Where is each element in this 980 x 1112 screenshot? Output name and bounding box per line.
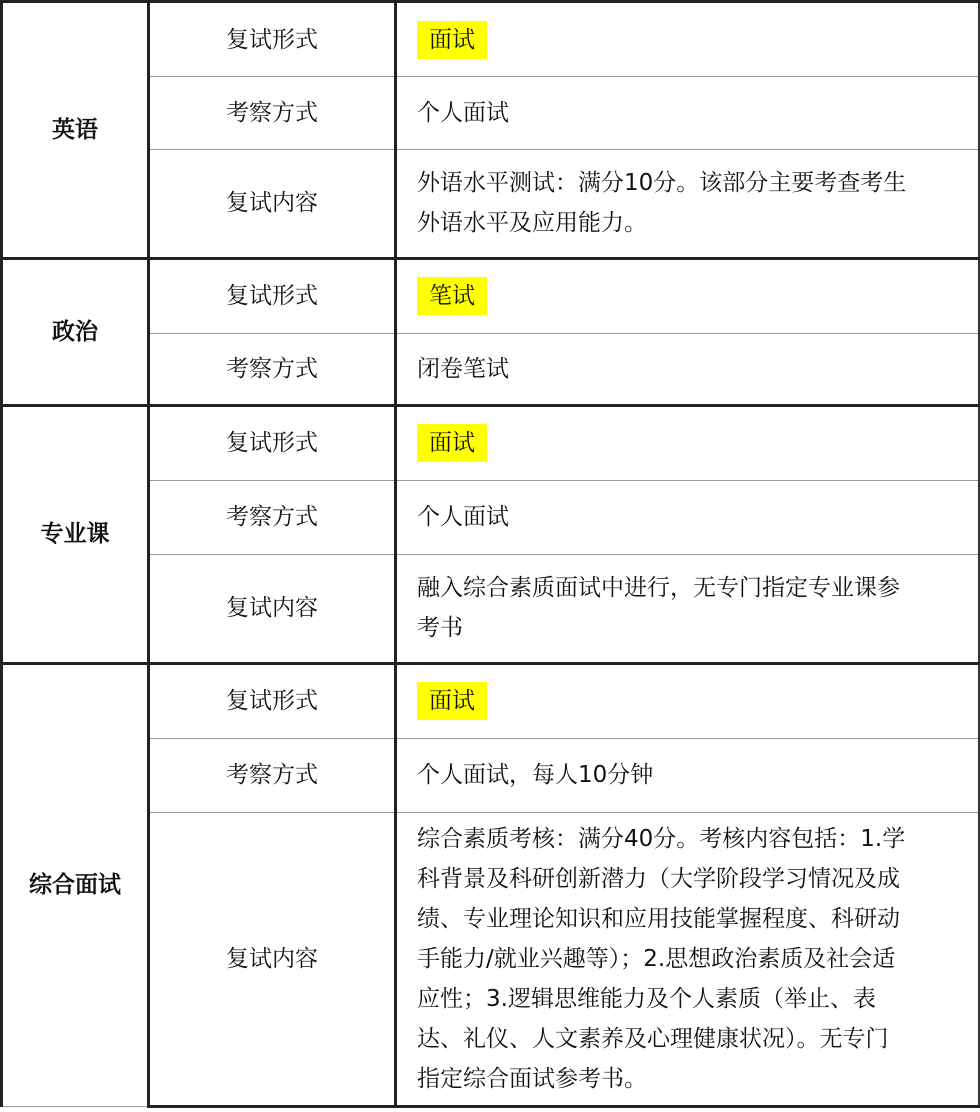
text-line: 绩、专业理论知识和应用技能掌握程度、科研动 xyxy=(417,905,900,932)
text-line: 综合素质考核：满分40分。考核内容包括：1.学 xyxy=(417,825,906,852)
table-row xyxy=(2,150,980,259)
category-cell-comprehensive: 综合面试 xyxy=(2,663,149,1106)
text-line: 应性；3.逻辑思维能力及个人素质（举止、表 xyxy=(417,985,876,1012)
text-line: 考书 xyxy=(417,615,463,642)
value-cell: 个人面试 xyxy=(396,480,980,554)
category-cell-major: 专业课 xyxy=(2,405,149,663)
text-line: 指定综合面试参考书。 xyxy=(417,1065,647,1092)
value-cell: 个人面试 xyxy=(396,77,980,150)
category-cell-english: 英语 xyxy=(2,2,149,259)
table-row xyxy=(2,554,980,663)
text-line: 外语水平及应用能力。 xyxy=(417,210,647,237)
label-cell: 复试形式 xyxy=(149,258,396,333)
table-row xyxy=(2,77,980,150)
table-row xyxy=(2,405,980,480)
label-cell: 复试形式 xyxy=(149,663,396,738)
value-cell xyxy=(396,663,980,738)
label-cell: 复试内容 xyxy=(149,150,396,259)
table-row xyxy=(2,258,980,333)
label-cell: 考察方式 xyxy=(149,333,396,405)
table-row xyxy=(2,480,980,554)
text-line: 科背景及科研创新潜力（大学阶段学习情况及成 xyxy=(417,865,900,892)
text-line: 融入综合素质面试中进行，无专门指定专业课参 xyxy=(417,575,900,602)
table-row xyxy=(2,2,980,77)
highlighted-value: 面试 xyxy=(417,682,487,720)
text-line: 达、礼仪、人文素养及心理健康状况）。无专门 xyxy=(417,1025,889,1052)
label-cell: 复试形式 xyxy=(149,2,396,77)
text-line: 外语水平测试：满分10分。该部分主要考查考生 xyxy=(417,170,907,197)
label-cell: 复试内容 xyxy=(149,554,396,663)
table-row xyxy=(2,812,980,1106)
value-cell xyxy=(396,812,980,1106)
value-cell xyxy=(396,150,980,259)
value-cell: 个人面试，每人10分钟 xyxy=(396,738,980,812)
label-cell: 复试内容 xyxy=(149,812,396,1106)
table-row xyxy=(2,333,980,405)
table-row xyxy=(2,738,980,812)
value-cell xyxy=(396,554,980,663)
highlighted-value: 面试 xyxy=(417,424,487,462)
label-cell: 考察方式 xyxy=(149,480,396,554)
value-cell xyxy=(396,2,980,77)
text-line: 手能力/就业兴趣等）；2.思想政治素质及社会适 xyxy=(417,945,896,972)
value-cell xyxy=(396,258,980,333)
value-cell: 闭卷笔试 xyxy=(396,333,980,405)
category-cell-politics: 政治 xyxy=(2,258,149,405)
highlighted-value: 笔试 xyxy=(417,277,487,315)
label-cell: 考察方式 xyxy=(149,738,396,812)
label-cell: 考察方式 xyxy=(149,77,396,150)
value-cell xyxy=(396,405,980,480)
highlighted-value: 面试 xyxy=(417,21,487,59)
table-row xyxy=(2,663,980,738)
label-cell: 复试形式 xyxy=(149,405,396,480)
